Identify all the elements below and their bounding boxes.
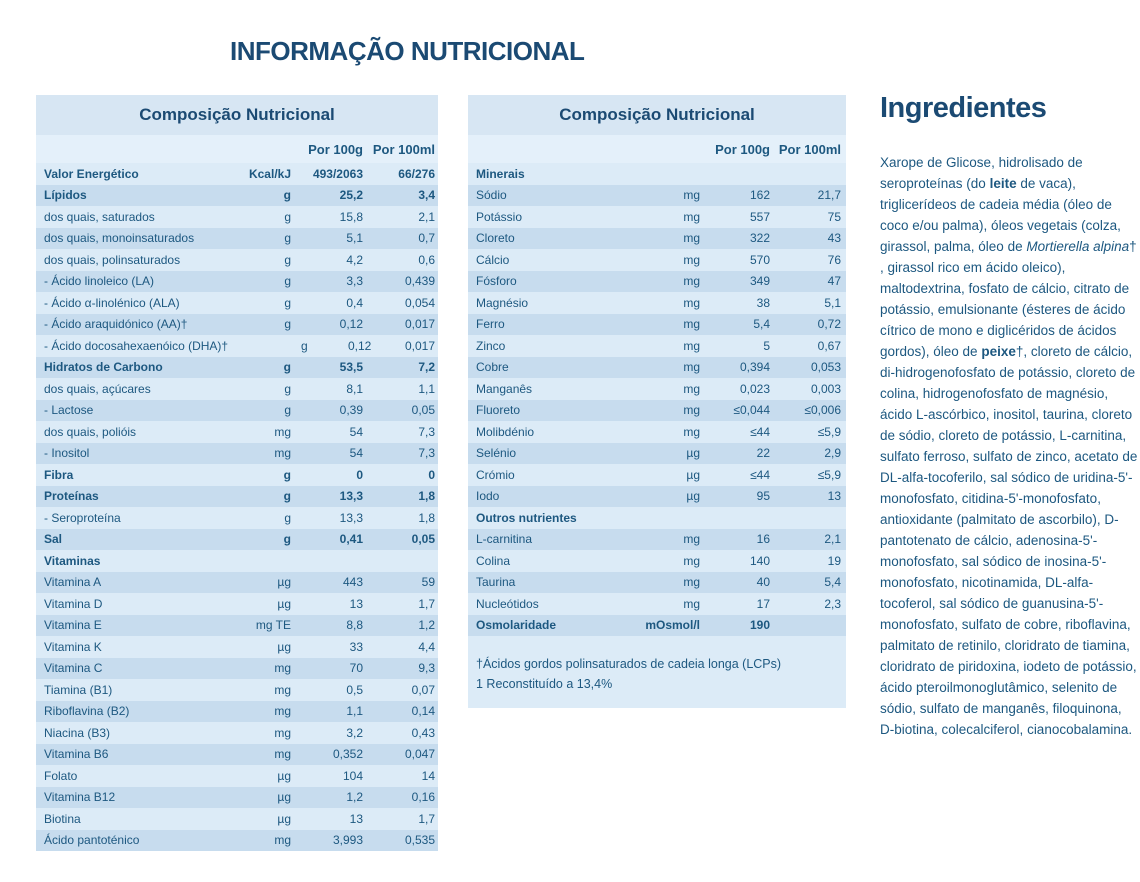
row-unit: mg [683, 231, 700, 246]
row-unit: mg [683, 338, 700, 353]
column-header-per-100ml: Por 100ml [372, 142, 435, 157]
row-label: Molibdénio [476, 424, 535, 439]
row-unit: mg [683, 188, 700, 203]
table-row [468, 464, 846, 486]
row-unit: g [283, 489, 291, 504]
row-value-100ml: 1,8 [418, 510, 435, 525]
table-row [36, 529, 438, 551]
row-label: Valor Energético [44, 166, 139, 181]
table-row [468, 421, 846, 443]
table-row [36, 421, 438, 443]
row-value-100g: 3,993 [332, 833, 363, 848]
row-label: Taurina [476, 575, 516, 590]
row-unit: µg [277, 575, 291, 590]
table-row [468, 357, 846, 379]
row-unit: g [283, 360, 291, 375]
ingredients-text [880, 152, 1139, 740]
ingredient-segment: †, cloreto de cálcio, di-hidrogenofosfato de potássio, cloreto de colina, hidrogenofosfato de magnésio, ácido L-ascórbico, inositol, taurina, cloreto de sódio, cloreto de potássio, L-carnitina, sulfato ferroso, sulfato de zinco, acetato de DL-alfa-tocoferilo, sal sódico de uridina-5'-monofosfato, citidina-5'-monofosfato, antioxidante (palmitato de ascorbilo), D-pantotenato de cálcio, adenosina-5'-monofosfato, sal sódico de inosina-5'-monofosfato, nicotinamida, DL-alfa-tocoferol, sal sódico de guanusina-5'-monofosfato, sulfato de cobre, riboflavina, palmitato de retinilo, cloridrato de tiamina, cloridrato de piridoxina, iodeto de potássio, ácido pteroilmonoglutâmico, selenito de sódio, sulfato de manganês, filoquinona, D-biotina, colecalciferol, cianocobalamina. [880, 344, 1138, 737]
row-value-100ml: 66/276 [398, 166, 435, 181]
table-row [468, 335, 846, 357]
column-headers [36, 135, 438, 163]
row-label: Cálcio [476, 252, 510, 267]
row-unit: mg [683, 252, 700, 267]
row-label: dos quais, saturados [44, 209, 155, 224]
row-value-100ml: 0,054 [404, 295, 435, 310]
row-value-100ml: 0,16 [411, 790, 435, 805]
table-row [36, 744, 438, 766]
row-value-100g: 0,5 [346, 682, 363, 697]
row-value-100ml: 0,67 [817, 338, 841, 353]
row-label: - Lactose [44, 403, 94, 418]
row-value-100g: 162 [749, 188, 770, 203]
composition-table-minerals [468, 95, 846, 708]
table-row [468, 593, 846, 615]
row-value-100g: 0,12 [339, 317, 363, 332]
row-label: Ácido pantoténico [44, 833, 140, 848]
row-label: Colina [476, 553, 511, 568]
row-unit: g [284, 209, 291, 224]
row-value-100ml: 0,017 [404, 338, 435, 353]
row-unit: g [284, 274, 291, 289]
row-label: dos quais, monoinsaturados [44, 231, 195, 246]
row-unit: g [284, 317, 291, 332]
table-row [36, 658, 438, 680]
row-label: Riboflavina (B2) [44, 704, 130, 719]
row-unit: mg [274, 682, 291, 697]
row-value-100ml: 21,7 [817, 188, 841, 203]
row-value-100ml: 1,8 [418, 489, 435, 504]
row-unit: g [301, 338, 308, 353]
row-label: Magnésio [476, 295, 529, 310]
row-label: Folato [44, 768, 78, 783]
row-label: Proteínas [44, 489, 99, 504]
row-value-100ml: 5,4 [824, 575, 841, 590]
row-value-100ml: 0,053 [810, 360, 841, 375]
row-unit: mg [683, 596, 700, 611]
row-label: Vitamina A [44, 575, 102, 590]
row-label: Lípidos [44, 188, 87, 203]
table-row [468, 572, 846, 594]
row-value-100ml: 7,2 [418, 360, 435, 375]
table-row [36, 443, 438, 465]
composition-table-macros [36, 95, 438, 851]
row-label: Sódio [476, 188, 507, 203]
section-row [36, 550, 438, 572]
row-value-100g: 3,3 [346, 274, 363, 289]
row-value-100g: 0,41 [339, 532, 363, 547]
row-label: Osmolaridade [476, 618, 557, 633]
table-footnotes [468, 636, 846, 708]
row-value-100g: 557 [749, 209, 770, 224]
row-unit: g [284, 295, 291, 310]
row-unit: mg [274, 704, 291, 719]
row-value-100g: 1,1 [346, 704, 363, 719]
row-value-100g: 0,12 [347, 338, 372, 353]
row-unit: µg [686, 446, 700, 461]
section-row [468, 163, 846, 185]
row-value-100g: 40 [756, 575, 770, 590]
row-value-100ml: 0,05 [411, 403, 435, 418]
row-unit: mg [683, 295, 700, 310]
row-label: Cloreto [476, 231, 515, 246]
table-row [36, 679, 438, 701]
row-value-100ml: 13 [827, 489, 841, 504]
row-value-100g: 8,1 [346, 381, 363, 396]
row-label: Crómio [476, 467, 515, 482]
row-value-100ml: 0,047 [404, 747, 435, 762]
row-label: dos quais, açúcares [44, 381, 151, 396]
row-value-100ml: 1,7 [418, 596, 435, 611]
table-row [468, 550, 846, 572]
table-row [36, 185, 438, 207]
row-unit: µg [686, 489, 700, 504]
row-value-100g: 5,1 [346, 231, 363, 246]
row-unit: mg [683, 532, 700, 547]
row-label: Potássio [476, 209, 523, 224]
table-row [36, 400, 438, 422]
row-label: Sal [44, 532, 63, 547]
row-unit: mg [683, 403, 700, 418]
ingredients-panel [880, 92, 1139, 754]
row-label: Vitamina B12 [44, 790, 116, 805]
row-unit: mg [274, 833, 291, 848]
row-unit: µg [277, 768, 291, 783]
row-unit: mg [274, 661, 291, 676]
row-value-100ml: 5,1 [824, 295, 841, 310]
row-unit: µg [277, 790, 291, 805]
row-value-100g: 140 [749, 553, 770, 568]
row-value-100g: 104 [342, 768, 363, 783]
row-label: Vitamina E [44, 618, 102, 633]
row-value-100g: ≤44 [750, 424, 770, 439]
row-unit: g [283, 188, 291, 203]
row-label: Biotina [44, 811, 81, 826]
row-unit: mg [683, 381, 700, 396]
row-unit: g [284, 403, 291, 418]
row-value-100g: 17 [756, 596, 770, 611]
row-value-100g: 5,4 [753, 317, 770, 332]
row-value-100ml: 0,05 [411, 532, 435, 547]
column-header-per-100ml: Por 100ml [778, 142, 841, 157]
row-unit: mg [683, 360, 700, 375]
row-value-100ml: 0,14 [411, 704, 435, 719]
row-label: Fósforo [476, 274, 517, 289]
row-unit: g [283, 532, 291, 547]
row-value-100ml: 75 [827, 209, 841, 224]
row-value-100ml: ≤5,9 [817, 467, 841, 482]
row-label: Hidratos de Carbono [44, 360, 163, 375]
ingredients-title: Ingredientes [880, 92, 1047, 124]
row-value-100g: 1,2 [346, 790, 363, 805]
row-value-100ml: 47 [827, 274, 841, 289]
row-value-100g: 0,394 [739, 360, 770, 375]
row-value-100ml: 2,1 [824, 532, 841, 547]
row-value-100g: 5 [763, 338, 770, 353]
row-value-100ml: 43 [827, 231, 841, 246]
table-row [36, 228, 438, 250]
row-value-100g: 16 [756, 532, 770, 547]
row-label: Cobre [476, 360, 509, 375]
row-value-100g: 13 [349, 596, 363, 611]
table-row [468, 486, 846, 508]
ingredient-segment: Mortierella alpina [1026, 239, 1130, 254]
row-value-100g: 190 [749, 618, 770, 633]
row-label: - Inositol [44, 446, 90, 461]
column-header-per-100g: Por 100g [715, 142, 770, 157]
row-value-100g: 53,5 [339, 360, 363, 375]
footnote-reconstituted: 1 Reconstituído a 13,4% [476, 677, 613, 691]
row-unit: mg [274, 747, 291, 762]
table-row [36, 830, 438, 852]
row-value-100ml: 0,535 [404, 833, 435, 848]
ingredient-segment: leite [989, 176, 1017, 191]
row-unit: mg TE [255, 618, 291, 633]
row-unit: mg [683, 209, 700, 224]
row-unit: g [284, 231, 291, 246]
table-row [36, 765, 438, 787]
row-value-100g: 22 [756, 446, 770, 461]
table-row [468, 228, 846, 250]
ingredient-segment: † , girassol rico em ácido oleico), maltodextrina, fosfato de cálcio, citrato de potássio, emulsionante (ésteres de ácido cítrico de mono e diglicéridos de ácidos gordos), óleo de [880, 239, 1137, 359]
row-value-100ml: 7,3 [418, 424, 435, 439]
row-value-100ml: 0,6 [418, 252, 435, 267]
row-unit: µg [686, 467, 700, 482]
row-value-100ml: 4,4 [418, 639, 435, 654]
table-row [36, 722, 438, 744]
table-rows [36, 163, 438, 851]
row-value-100g: 0,4 [346, 295, 363, 310]
table-row [36, 271, 438, 293]
row-unit: mOsmol/l [645, 618, 700, 633]
table-row [468, 314, 846, 336]
row-label: dos quais, polinsaturados [44, 252, 181, 267]
row-unit: mg [683, 553, 700, 568]
row-value-100ml: 1,1 [418, 381, 435, 396]
column-headers [468, 135, 846, 163]
table-row [36, 249, 438, 271]
row-value-100ml: ≤0,006 [804, 403, 841, 418]
row-unit: g [283, 467, 291, 482]
row-unit: mg [274, 424, 291, 439]
ingredient-segment: Xarope de Glicose, hidrolisado de seroproteínas (do [880, 155, 1083, 191]
row-unit: g [284, 252, 291, 267]
row-value-100ml: 76 [827, 252, 841, 267]
row-value-100g: 322 [749, 231, 770, 246]
footnote-lcp: †Ácidos gordos polinsaturados de cadeia longa (LCPs) [476, 657, 782, 671]
row-label: Selénio [476, 446, 517, 461]
row-value-100ml: 9,3 [418, 661, 435, 676]
row-value-100g: 493/2063 [312, 166, 363, 181]
table-row [468, 206, 846, 228]
table-row [36, 808, 438, 830]
row-value-100g: 0,39 [339, 403, 363, 418]
row-value-100g: 25,2 [339, 188, 363, 203]
row-value-100ml: 0,439 [404, 274, 435, 289]
row-value-100ml: 1,2 [418, 618, 435, 633]
table-row [36, 593, 438, 615]
row-unit: mg [683, 575, 700, 590]
row-value-100g: 70 [349, 661, 363, 676]
row-value-100g: ≤0,044 [733, 403, 770, 418]
row-value-100g: 54 [349, 446, 363, 461]
table-row [36, 378, 438, 400]
row-value-100ml: 19 [827, 553, 841, 568]
table-row [36, 615, 438, 637]
row-label: - Ácido araquidónico (AA)† [44, 317, 188, 332]
row-label: - Ácido docosahexaenóico (DHA)† [44, 338, 229, 353]
row-unit: µg [277, 639, 291, 654]
row-value-100g: 349 [749, 274, 770, 289]
row-value-100g: 95 [756, 489, 770, 504]
row-value-100g: 570 [749, 252, 770, 267]
table-row [36, 486, 438, 508]
row-value-100ml: 0,72 [817, 317, 841, 332]
table-row [36, 507, 438, 529]
row-label: Tiamina (B1) [44, 682, 113, 697]
row-value-100ml: ≤5,9 [817, 424, 841, 439]
row-unit: g [284, 381, 291, 396]
row-unit: Kcal/kJ [248, 166, 291, 181]
row-unit: mg [683, 424, 700, 439]
row-label: Vitamina K [44, 639, 102, 654]
row-label: Vitamina B6 [44, 747, 109, 762]
row-label: Iodo [476, 489, 500, 504]
row-unit: mg [274, 725, 291, 740]
row-label: Vitaminas [44, 553, 101, 568]
row-label: Niacina (B3) [44, 725, 111, 740]
table-row [36, 636, 438, 658]
row-value-100ml: 1,7 [418, 811, 435, 826]
row-value-100g: 8,8 [346, 618, 363, 633]
table-row [468, 185, 846, 207]
row-value-100ml: 2,1 [418, 209, 435, 224]
row-value-100ml: 0,017 [404, 317, 435, 332]
table-row [36, 701, 438, 723]
row-label: Vitamina C [44, 661, 103, 676]
row-value-100ml: 0,7 [418, 231, 435, 246]
table-row [36, 314, 438, 336]
row-value-100g: 15,8 [339, 209, 363, 224]
row-label: Outros nutrientes [476, 510, 577, 525]
row-value-100g: ≤44 [750, 467, 770, 482]
row-label: Zinco [476, 338, 506, 353]
row-label: Minerais [476, 166, 525, 181]
row-value-100g: 0 [356, 467, 363, 482]
row-label: - Ácido α-linolénico (ALA) [44, 295, 180, 310]
row-value-100ml: 2,3 [824, 596, 841, 611]
row-label: Fibra [44, 467, 74, 482]
page-title: INFORMAÇÃO NUTRICIONAL [230, 36, 585, 66]
row-value-100g: 38 [756, 295, 770, 310]
table-row [36, 335, 438, 357]
row-value-100ml: 0 [428, 467, 435, 482]
row-value-100ml: 2,9 [824, 446, 841, 461]
ingredient-segment: de vaca), triglicerídeos de cadeia média (óleo de coco e/ou palma), óleos vegetais (colza, girassol, palma, óleo de [880, 176, 1121, 254]
row-label: Manganês [476, 381, 533, 396]
row-value-100ml: 3,4 [418, 188, 435, 203]
table-row [468, 443, 846, 465]
table-row [468, 249, 846, 271]
table-row [36, 357, 438, 379]
row-label: - Ácido linoleico (LA) [44, 274, 155, 289]
row-value-100g: 0,352 [332, 747, 363, 762]
table-row [468, 400, 846, 422]
table-row [468, 292, 846, 314]
ingredient-segment: peixe [981, 344, 1016, 359]
table-row [36, 163, 438, 185]
row-value-100g: 54 [349, 424, 363, 439]
row-unit: mg [683, 274, 700, 289]
table-row [468, 378, 846, 400]
row-value-100g: 3,2 [346, 725, 363, 740]
row-label: dos quais, polióis [44, 424, 137, 439]
row-unit: µg [277, 811, 291, 826]
table-rows [468, 163, 846, 636]
row-value-100g: 0,023 [739, 381, 770, 396]
table-row [36, 572, 438, 594]
row-value-100ml: 0,43 [411, 725, 435, 740]
table-row [468, 615, 846, 637]
row-unit: mg [274, 446, 291, 461]
row-value-100ml: 0,003 [810, 381, 841, 396]
table-title: Composição Nutricional [36, 95, 438, 135]
row-value-100g: 4,2 [346, 252, 363, 267]
row-label: Fluoreto [476, 403, 521, 418]
table-row [468, 271, 846, 293]
row-label: - Seroproteína [44, 510, 121, 525]
row-label: L-carnitina [476, 532, 533, 547]
row-value-100g: 33 [349, 639, 363, 654]
row-label: Vitamina D [44, 596, 103, 611]
table-row [36, 787, 438, 809]
row-value-100g: 13,3 [339, 510, 363, 525]
row-unit: g [284, 510, 291, 525]
row-label: Ferro [476, 317, 505, 332]
row-value-100ml: 14 [421, 768, 435, 783]
section-row [468, 507, 846, 529]
table-title: Composição Nutricional [468, 95, 846, 135]
row-unit: mg [683, 317, 700, 332]
row-value-100ml: 7,3 [418, 446, 435, 461]
table-row [36, 464, 438, 486]
row-value-100g: 13,3 [339, 489, 363, 504]
row-value-100g: 13 [349, 811, 363, 826]
row-value-100g: 443 [342, 575, 363, 590]
table-row [36, 206, 438, 228]
row-value-100ml: 0,07 [411, 682, 435, 697]
table-row [468, 529, 846, 551]
row-value-100ml: 59 [421, 575, 435, 590]
row-unit: µg [277, 596, 291, 611]
row-label: Nucleótidos [476, 596, 539, 611]
column-header-per-100g: Por 100g [308, 142, 363, 157]
table-row [36, 292, 438, 314]
